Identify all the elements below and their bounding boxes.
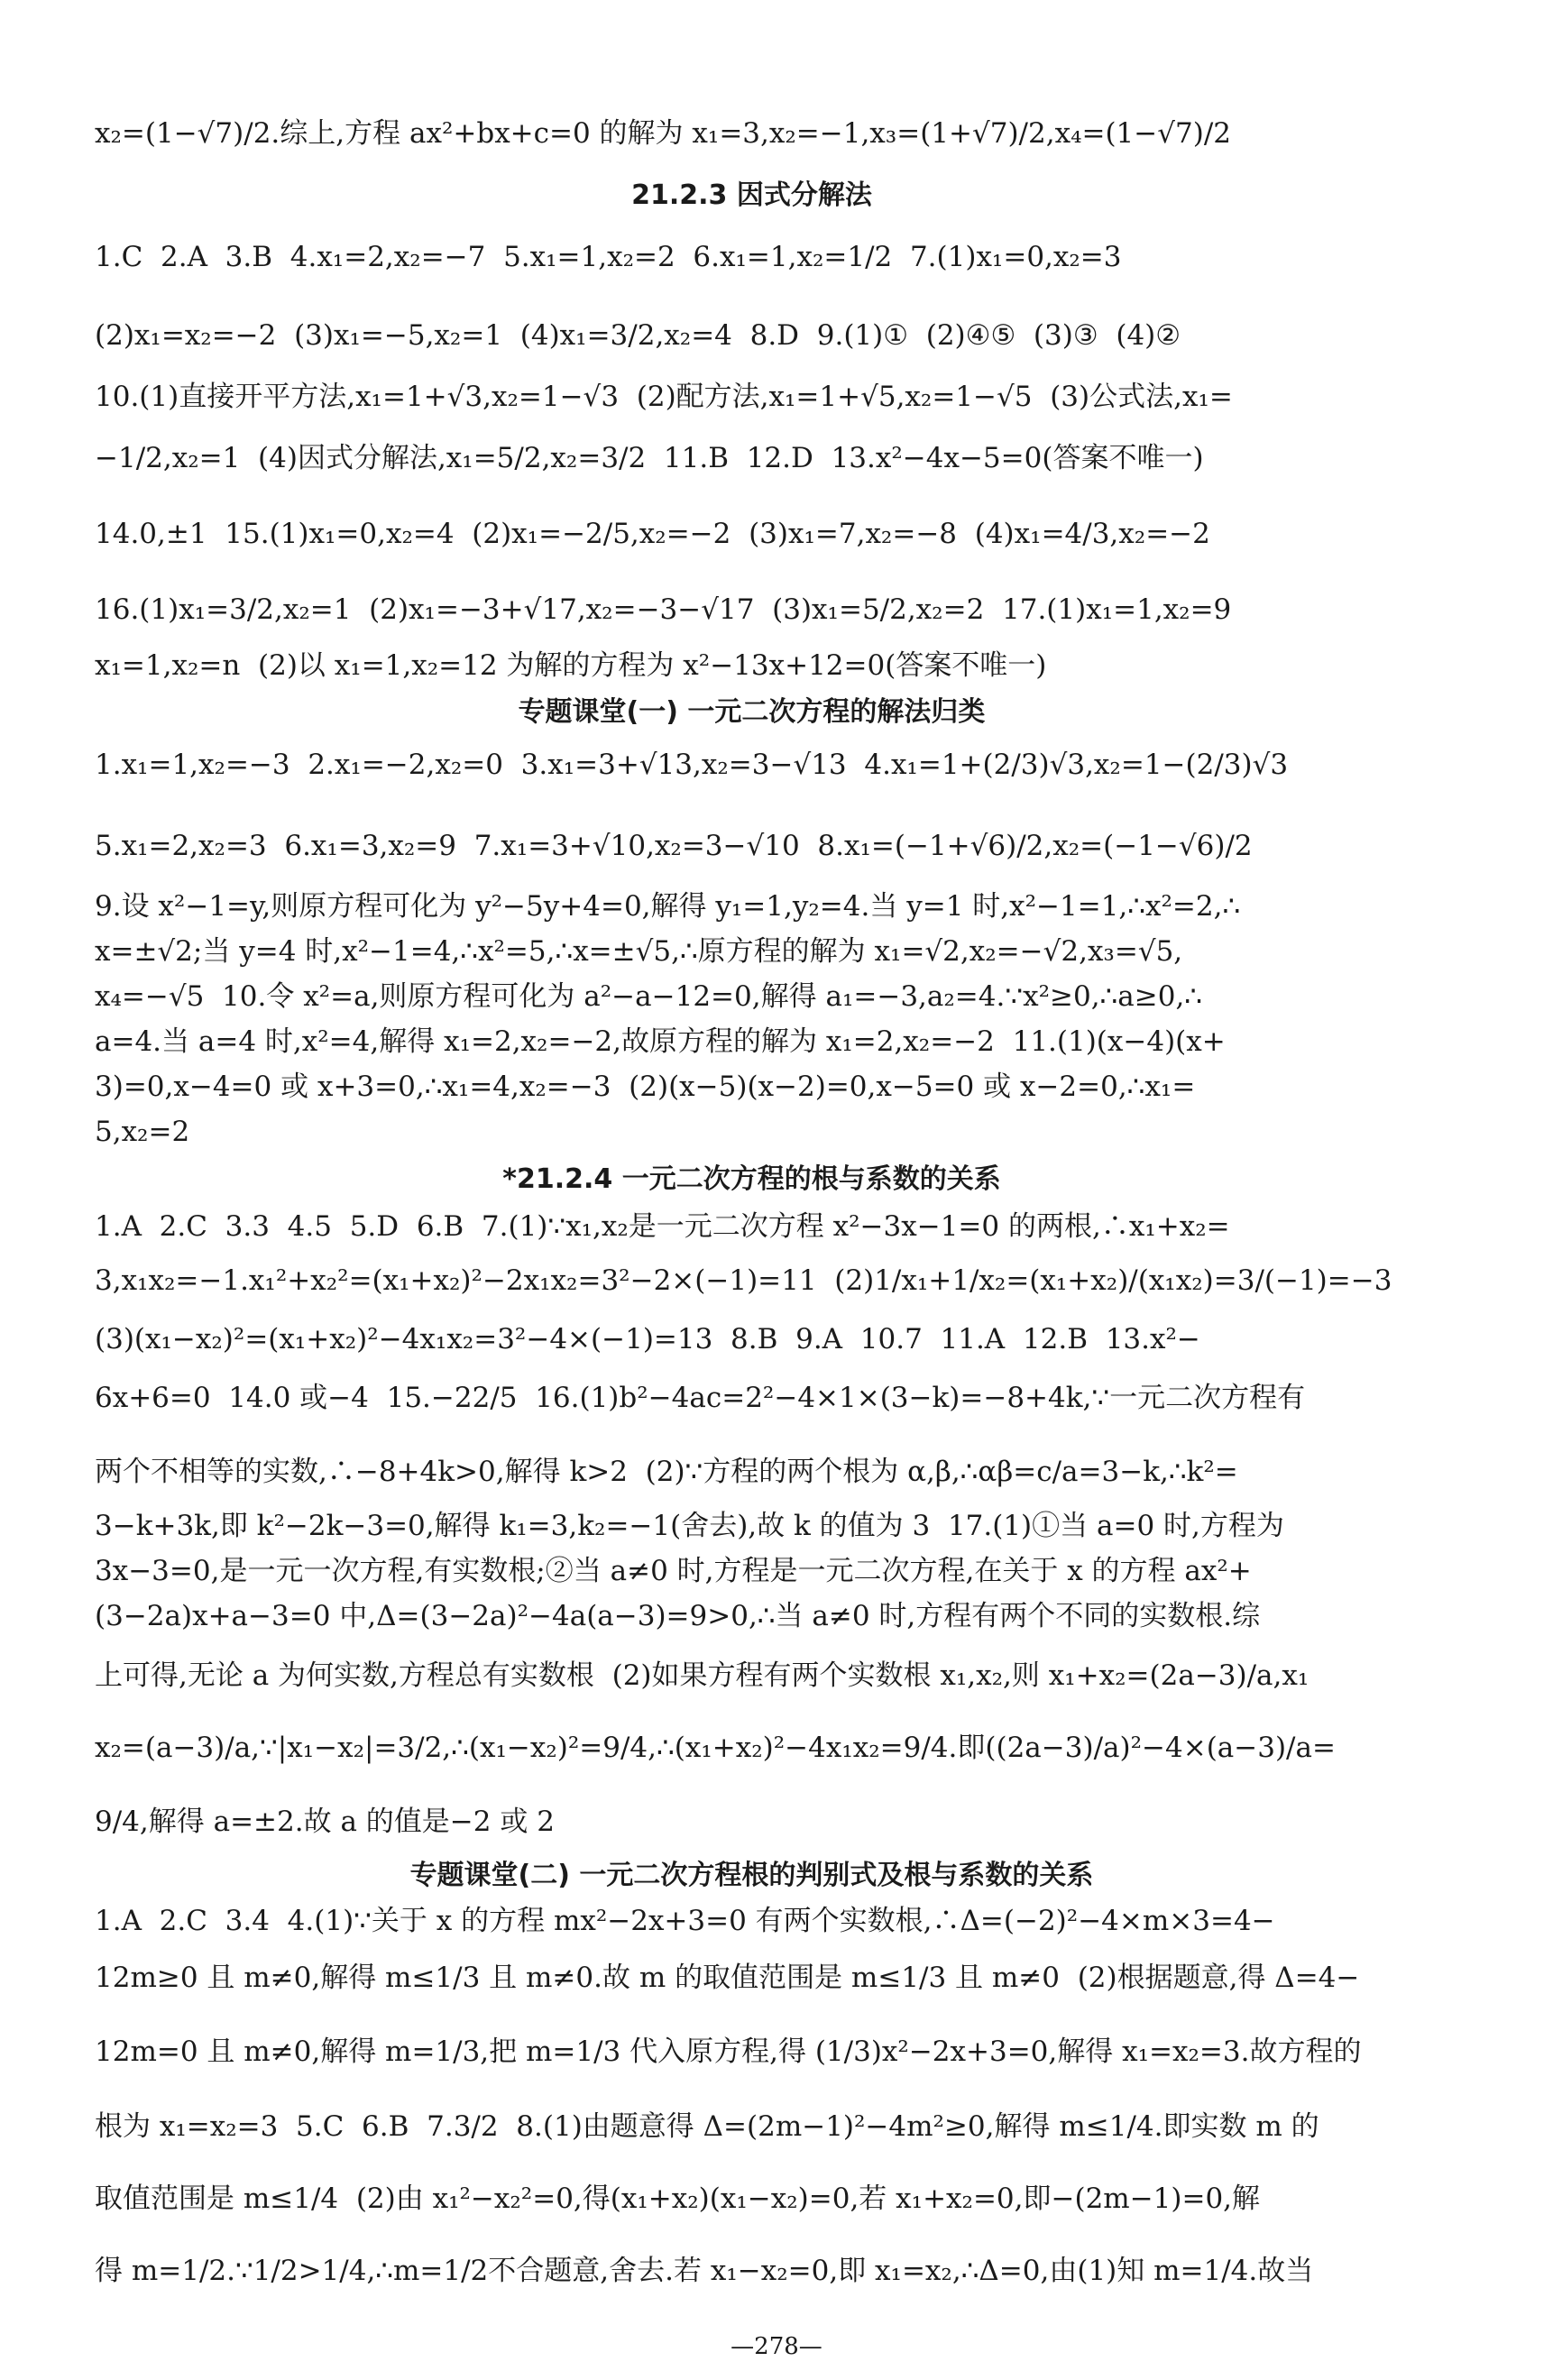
- text-line: 9.设 x²−1=y,则原方程可化为 y²−5y+4=0,解得 y₁=1,y₂=4.当 y=1 时,x²−1=1,∴x²=2,∴: [95, 890, 1241, 923]
- section-heading: 专题课堂(一) 一元二次方程的解法归类: [518, 696, 986, 728]
- text-line: 9/4,解得 a=±2.故 a 的值是−2 或 2: [95, 1806, 555, 1838]
- text-line: 取值范围是 m≤1/4 (2)由 x₁²−x₂²=0,得(x₁+x₂)(x₁−x₂)=0,若 x₁+x₂=0,即−(2m−1)=0,解: [95, 2182, 1261, 2215]
- text-line: 得 m=1/2.∵1/2>1/4,∴m=1/2不合题意,舍去.若 x₁−x₂=0,即 x₁=x₂,∴Δ=0,由(1)知 m=1/4.故当: [95, 2255, 1314, 2287]
- text-line: −1/2,x₂=1 (4)因式分解法,x₁=5/2,x₂=3/2 11.B 12.D 13.x²−4x−5=0(答案不唯一): [95, 442, 1204, 474]
- text-line: (3)(x₁−x₂)²=(x₁+x₂)²−4x₁x₂=3²−4×(−1)=13 8.B 9.A 10.7 11.A 12.B 13.x²−: [95, 1323, 1200, 1355]
- text-line: 16.(1)x₁=3/2,x₂=1 (2)x₁=−3+√17,x₂=−3−√17 (3)x₁=5/2,x₂=2 17.(1)x₁=1,x₂=9: [95, 593, 1232, 626]
- text-line: 1.x₁=1,x₂=−3 2.x₁=−2,x₂=0 3.x₁=3+√13,x₂=3−√13 4.x₁=1+(2/3)√3,x₂=1−(2/3)√3: [95, 749, 1289, 781]
- text-line: 3x−3=0,是一元一次方程,有实数根;②当 a≠0 时,方程是一元二次方程,在关于 x 的方程 ax²+: [95, 1555, 1252, 1587]
- text-line: (3−2a)x+a−3=0 中,Δ=(3−2a)²−4a(a−3)=9>0,∴当 a≠0 时,方程有两个不同的实数根.综: [95, 1600, 1261, 1632]
- text-line: 1.A 2.C 3.3 4.5 5.D 6.B 7.(1)∵x₁,x₂是一元二次方程 x²−3x−1=0 的两根,∴x₁+x₂=: [95, 1210, 1230, 1243]
- text-line: 上可得,无论 a 为何实数,方程总有实数根 (2)如果方程有两个实数根 x₁,x₂,则 x₁+x₂=(2a−3)/a,x₁: [95, 1659, 1309, 1692]
- section-heading: 21.2.3 因式分解法: [631, 179, 872, 211]
- text-line: x₂=(a−3)/a,∵|x₁−x₂|=3/2,∴(x₁−x₂)²=9/4,∴(x₁+x₂)²−4x₁x₂=9/4.即((2a−3)/a)²−4×(a−3)/a=: [95, 1732, 1336, 1764]
- text-line: a=4.当 a=4 时,x²=4,解得 x₁=2,x₂=−2,故原方程的解为 x₁=2,x₂=−2 11.(1)(x−4)(x+: [95, 1025, 1226, 1058]
- text-line: 两个不相等的实数,∴−8+4k>0,解得 k>2 (2)∵方程的两个根为 α,β,∴αβ=c/a=3−k,∴k²=: [95, 1456, 1238, 1488]
- section-heading: 专题课堂(二) 一元二次方程根的判别式及根与系数的关系: [409, 1860, 1094, 1891]
- text-line: 6x+6=0 14.0 或−4 15.−22/5 16.(1)b²−4ac=2²−4×1×(3−k)=−8+4k,∵一元二次方程有: [95, 1382, 1306, 1414]
- text-line: 12m=0 且 m≠0,解得 m=1/3,把 m=1/3 代入原方程,得 (1/3)x²−2x+3=0,解得 x₁=x₂=3.故方程的: [95, 2035, 1362, 2068]
- text-line: (2)x₁=x₂=−2 (3)x₁=−5,x₂=1 (4)x₁=3/2,x₂=4 8.D 9.(1)① (2)④⑤ (3)③ (4)②: [95, 319, 1181, 352]
- page-number: —278—: [731, 2333, 822, 2360]
- text-line: 3−k+3k,即 k²−2k−3=0,解得 k₁=3,k₂=−1(舍去),故 k 的值为 3 17.(1)①当 a=0 时,方程为: [95, 1510, 1284, 1542]
- text-line: x₁=1,x₂=n (2)以 x₁=1,x₂=12 为解的方程为 x²−13x+12=0(答案不唯一): [95, 649, 1047, 682]
- text-line: x₂=(1−√7)/2.综上,方程 ax²+bx+c=0 的解为 x₁=3,x₂=−1,x₃=(1+√7)/2,x₄=(1−√7)/2: [95, 117, 1231, 150]
- text-line: 根为 x₁=x₂=3 5.C 6.B 7.3/2 8.(1)由题意得 Δ=(2m−1)²−4m²≥0,解得 m≤1/4.即实数 m 的: [95, 2110, 1319, 2143]
- text-line: x₄=−√5 10.令 x²=a,则原方程可化为 a²−a−12=0,解得 a₁=−3,a₂=4.∵x²≥0,∴a≥0,∴: [95, 980, 1203, 1013]
- text-line: 1.A 2.C 3.4 4.(1)∵关于 x 的方程 mx²−2x+3=0 有两个实数根,∴Δ=(−2)²−4×m×3=4−: [95, 1905, 1275, 1937]
- text-line: 3,x₁x₂=−1.x₁²+x₂²=(x₁+x₂)²−2x₁x₂=3²−2×(−1)=11 (2)1/x₁+1/x₂=(x₁+x₂)/(x₁x₂)=3/(−1)=−3: [95, 1264, 1392, 1297]
- text-line: 10.(1)直接开平方法,x₁=1+√3,x₂=1−√3 (2)配方法,x₁=1+√5,x₂=1−√5 (3)公式法,x₁=: [95, 381, 1233, 413]
- text-line: 3)=0,x−4=0 或 x+3=0,∴x₁=4,x₂=−3 (2)(x−5)(x−2)=0,x−5=0 或 x−2=0,∴x₁=: [95, 1071, 1196, 1103]
- text-line: 5,x₂=2: [95, 1116, 190, 1148]
- text-line: 1.C 2.A 3.B 4.x₁=2,x₂=−7 5.x₁=1,x₂=2 6.x₁=1,x₂=1/2 7.(1)x₁=0,x₂=3: [95, 241, 1122, 273]
- text-line: 14.0,±1 15.(1)x₁=0,x₂=4 (2)x₁=−2/5,x₂=−2 (3)x₁=7,x₂=−8 (4)x₁=4/3,x₂=−2: [95, 518, 1210, 550]
- text-line: x=±√2;当 y=4 时,x²−1=4,∴x²=5,∴x=±√5,∴原方程的解为 x₁=√2,x₂=−√2,x₃=√5,: [95, 935, 1183, 968]
- text-line: 12m≥0 且 m≠0,解得 m≤1/3 且 m≠0.故 m 的取值范围是 m≤1/3 且 m≠0 (2)根据题意,得 Δ=4−: [95, 1962, 1360, 1994]
- text-line: 5.x₁=2,x₂=3 6.x₁=3,x₂=9 7.x₁=3+√10,x₂=3−√10 8.x₁=(−1+√6)/2,x₂=(−1−√6)/2: [95, 830, 1253, 862]
- section-heading: *21.2.4 一元二次方程的根与系数的关系: [502, 1163, 1001, 1195]
